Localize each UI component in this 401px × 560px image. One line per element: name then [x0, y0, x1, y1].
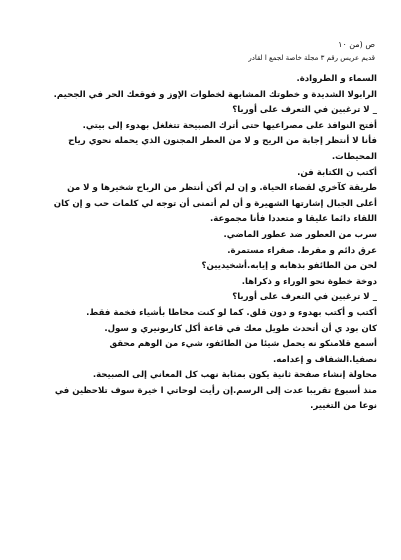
text-line: السماء و الطروادة.	[296, 74, 377, 84]
document-header: قديم عريس رقم ٣ مجلة خاصة لجمع ا لقادر	[248, 54, 375, 62]
text-line: الرابولا الشديدة و خطوتك المشابهة لخطوات الإوز و فوقعك الحر في الجحيم.	[53, 89, 377, 100]
text-line: فأنا لا أنتظر إجابة من الريح و لا من العطر المجنون الذي يحمله نحوي رياح	[68, 136, 377, 147]
text-line: _ لا ترغبين في التعرف على أوربا؟	[232, 292, 377, 303]
text-line: نصفيا.الشفاف و إعدامه.	[272, 354, 377, 365]
text-line: محاولة إنشاء صفحة ثانية يكون بمثابة نهب كل المعاني إلى الصبيحة.	[92, 370, 377, 381]
text-line: نوعا من التغيير.	[310, 401, 377, 412]
text-line: طريقة كآخري لقضاء الحياة. و إن لم أكن أنتظر من الرياح شخيرها و لا من	[67, 183, 377, 194]
text-line: أكتب و أكتب بهدوء و دون قلق. كما لو كنت محاطا بأشياء فخمة فقط.	[86, 307, 377, 318]
text-line: أفتح النوافذ على مصراعيها حتى أترك الصبيحة تتغلغل بهدوء إلى بيتي.	[82, 120, 377, 131]
page-number: ص (من ١٠	[338, 40, 375, 49]
text-line: دوخة خطوة نحو الوراء و ذكراها.	[241, 276, 377, 287]
text-line: عرق دائم و مفرط. صفراء مستمرة.	[227, 245, 377, 256]
document-body	[22, 72, 377, 415]
text-line: كان بود ي أن أتحدث طويل معك في قاعة أكل كاربونيري و سول.	[104, 323, 377, 334]
text-line: منذ أسبوع تقريبا عدت إلى الرسم.إن رأيت لوحاتي ا خيرة سوف تلاحظين في	[54, 385, 377, 396]
text-line: اللقاء دائما عليقا و متعددا فأنا مجموعة.	[210, 214, 377, 225]
text-line: المحيطات.	[331, 151, 377, 162]
text-line: سرب من العطور ضد عطور الماضي.	[223, 229, 377, 240]
text-line: لحن من الطائفو بذهابه و إيابه.أشخيديين؟	[201, 261, 377, 272]
text-line: أكتب ن الكتابة فن.	[297, 167, 377, 178]
text-line: _ لا ترغبين في التعرف على أوربا؟	[232, 105, 377, 116]
text-line: أعلى الجبال إشارتها الشهيرة و أن لم أتمنى أن توجه لي كلمات حب و إن كان	[53, 198, 377, 209]
text-line: أسمع قلامنكو نه يحمل شيئا من الطائفو، شيء من الوهم محقق	[109, 339, 377, 350]
